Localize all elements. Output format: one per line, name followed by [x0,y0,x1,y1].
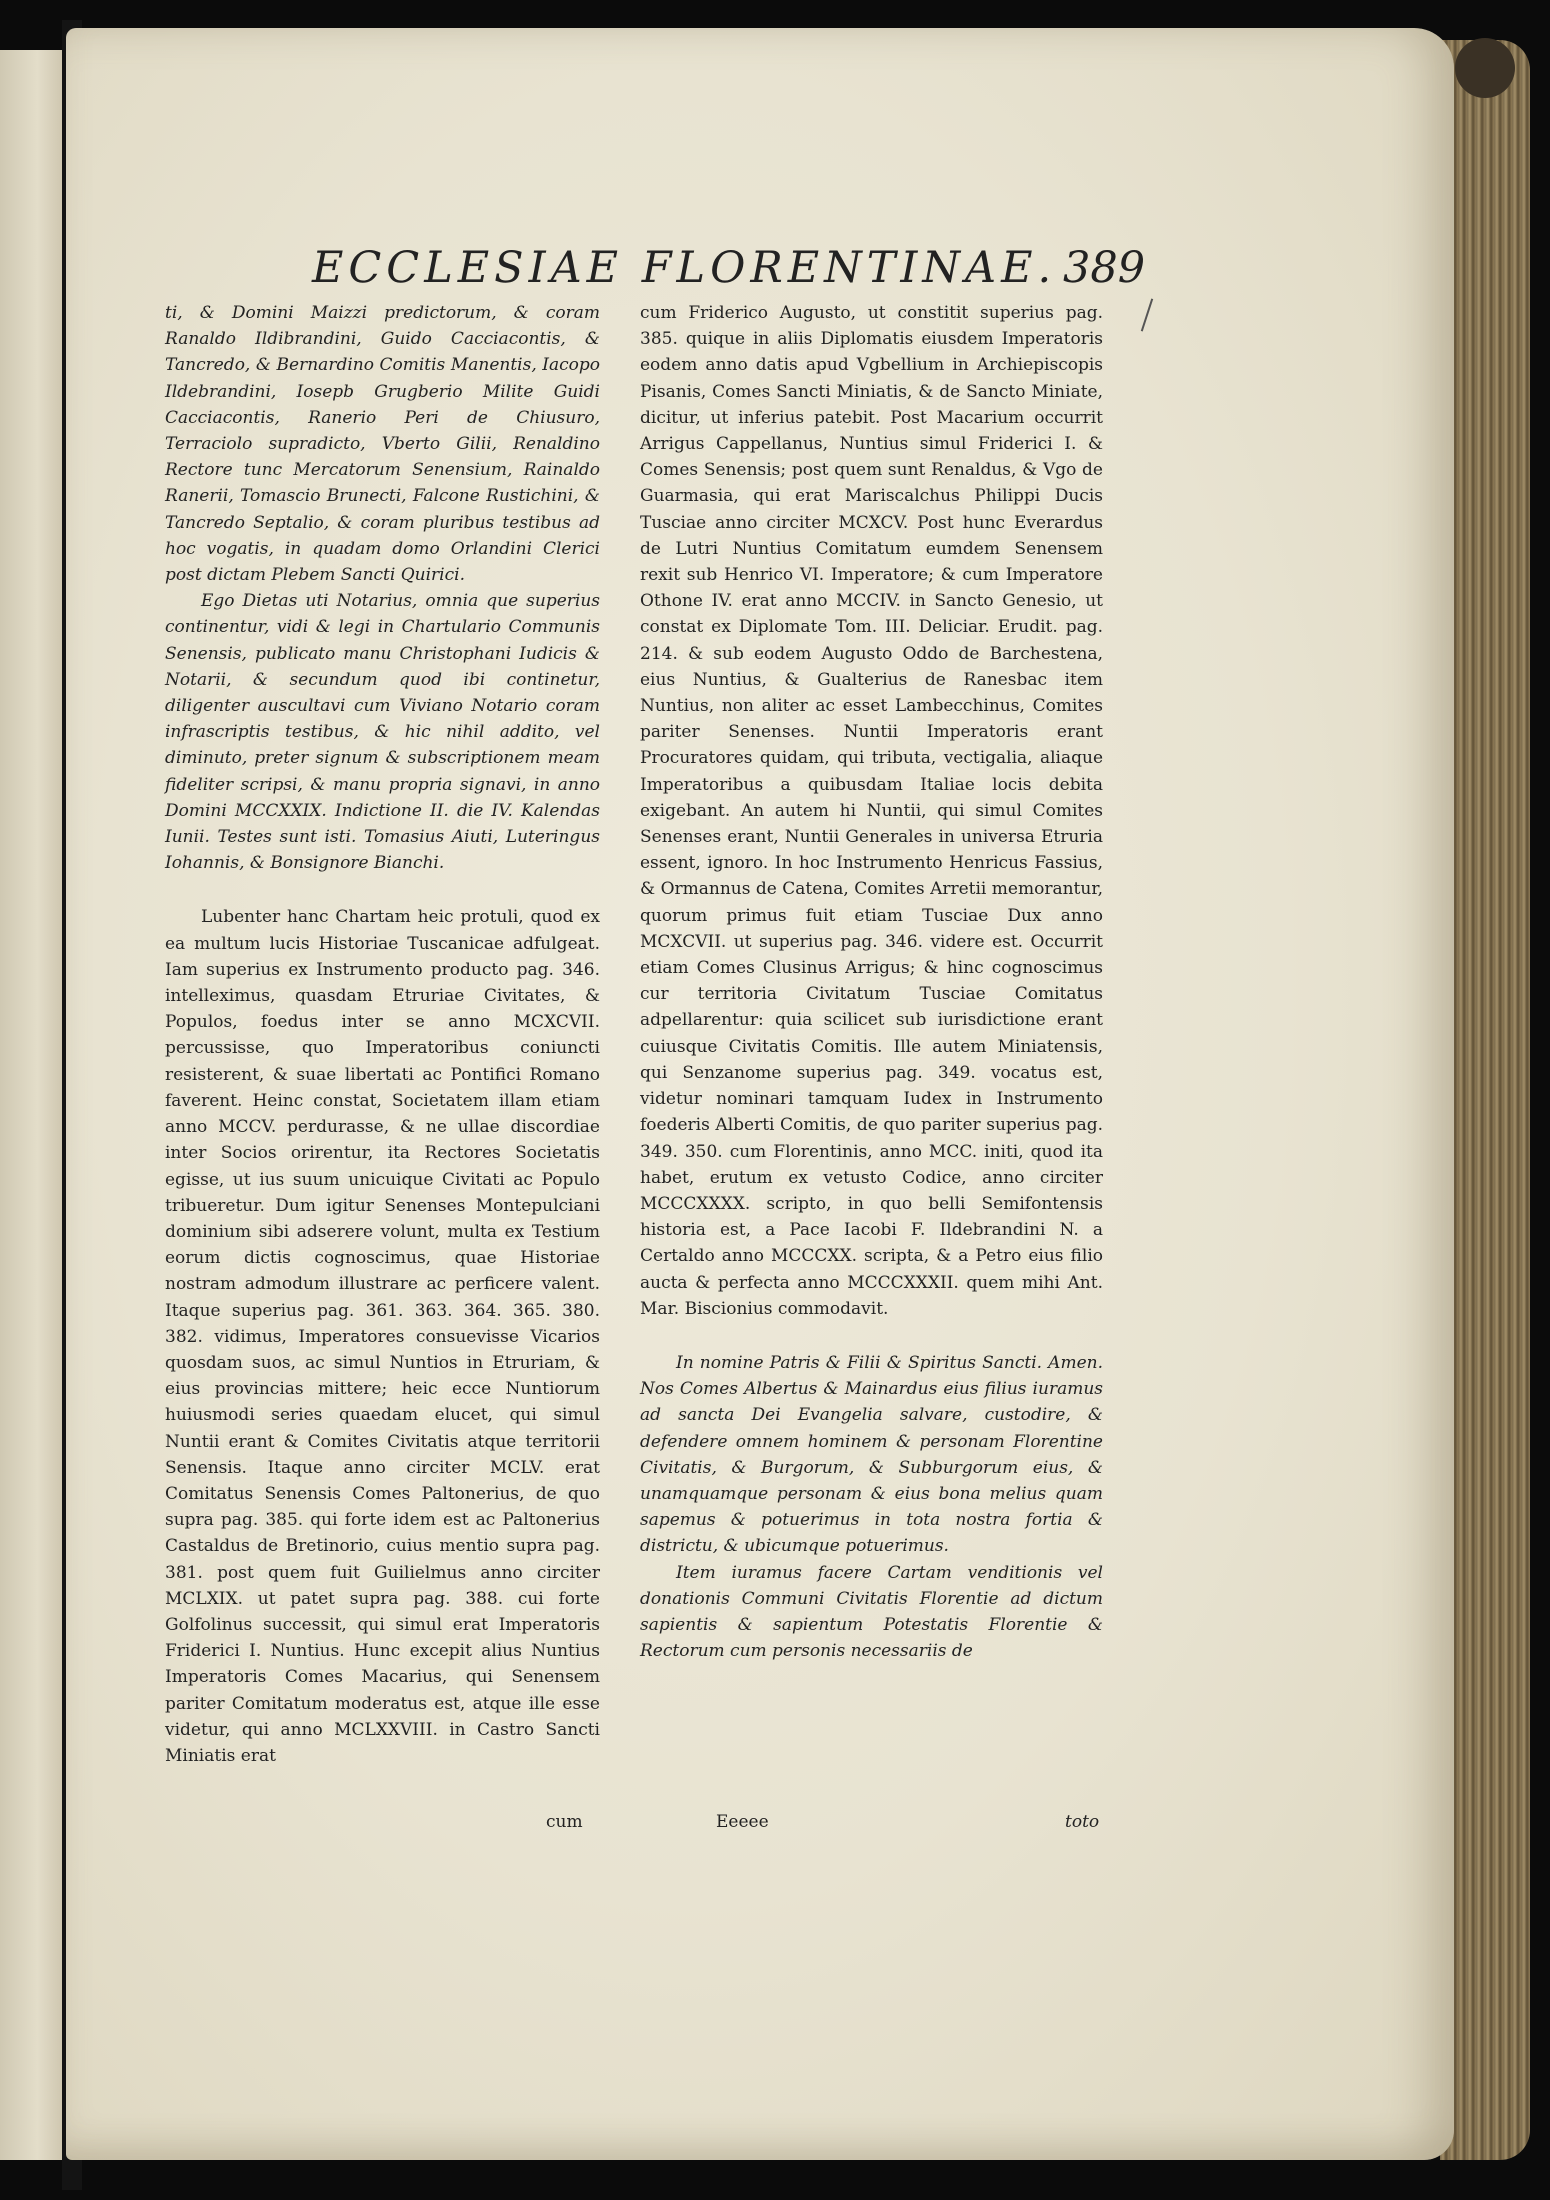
binding-corner [1455,38,1515,98]
oath-paragraph-2: Item iuramus facere Cartam venditionis vel donationis Communi Civitatis Florentie ad dictum sapientis & sapientum Potestatis Florentie & Rectorum cum personis necessariis de [640,1562,1103,1662]
notary-subscription: Ego Dietas uti Notarius, omnia que superius continentur, vidi & legi in Chartulario Communis Senensis, publicato manu Christophani Iudicis & Notarii, & secundum quod ibi continetur, diligenter auscultavi cum Viviano Notario coram infrascriptis testibus, & hic nihil addito, vel diminuto, preter signum & subscriptionem meam fideliter scripsi, & manu propria signavi, in anno Domini MCCXXIX. Indictione II. die IV. Kalendas Iunii. Testes sunt isti. Tomasius Aiuti, Luteringus Iohannis, & Bonsignore Bianchi. [165,591,600,874]
section-gap [165,876,600,904]
section-gap [640,1322,1103,1350]
signature-mark: Eeeee [716,1812,769,1832]
catchword-left: cum [546,1812,583,1832]
commentary-continuation: cum Friderico Augusto, ut constitit superius pag. 385. quique in aliis Diplomatis eiusdem Imperatoris eodem anno datis apud Vgbellium in Archiepiscopis Pisanis, Comes Sancti Miniatis, & de Sancto Miniate, dicitur, ut inferius patebit. Post Macarium occurrit Arrigus Cappellanus, Nuntius simul Friderici I. & Comes Senensis; post quem sunt Renaldus, & Vgo de Guarmasia, qui erat Mariscalchus Philippi Ducis Tusciae anno circiter MCXCV. Post hunc Everardus de Lutri Nuntius Comitatum eumdem Senensem rexit sub Henrico VI. Imperatore; & cum Imperatore Othone IV. erat anno MCCIV. in Sancto Genesio, ut constat ex Diplomate Tom. III. Deliciar. Erudit. pag. 214. & sub eodem Augusto Oddo de Barchestena, eius Nuntius, & Gualterius de Ranesbac item Nuntius, non aliter ac esset Lambecchinus, Comites pariter Senenses. Nuntii Imperatoris erant Procuratores quidam, qui tributa, vectigalia, aliaque Imperatoribus a quibusdam Italiae locis debita exigebant. An autem hi Nuntii, qui simul Comites Senenses erant, Nuntii Generales in universa Etruria essent, ignoro. In hoc Instrumento Henricus Fassius, & Ormannus de Catena, Comites Arretii memorantur, quorum primus fuit etiam Tusciae Dux anno MCXCVII. ut superius pag. 346. videre est. Occurrit etiam Comes Clusinus Arrigus; & hinc cognoscimus cur territoria Civitatum Tusciae Comitatus adpellarentur: quia scilicet sub iurisdictione erant cuiusque Civitatis Comitis. Ille autem Miniatensis, qui Senzanome superius pag. 349. vocatus est, videtur nominari tamquam Iudex in Instrumento foederis Alberti Comitis, de quo pariter superius pag. 349. 350. cum Florentinis, anno MCC. initi, quod ita habet, erutum ex vetusto Codice, anno circiter MCCCXXXX. scripto, in quo belli Semifontensis historia est, a Pace Iacobi F. Ildebrandini N. a Certaldo anno MCCCXX. scripta, & a Petro eius filio aucta & perfecta anno MCCCXXXII. quem mihi Ant. Mar. Biscionius commodavit. [640,303,1103,1319]
catchword-right: toto [1065,1812,1100,1832]
page-number: 389 [1063,243,1146,293]
left-column [165,300,600,1769]
facing-page-edge [0,50,64,2160]
commentary-paragraph: Lubenter hanc Chartam heic protuli, quod ex ea multum lucis Historiae Tuscanicae adfulgeat. Iam superius ex Instrumento producto pag. 346. intelleximus, quasdam Etruriae Civitates, & Populos, foedus inter se anno MCXCVII. percussisse, quo Imperatoribus coniuncti resisterent, & suae libertati ac Pontifici Romano faverent. Heinc constat, Societatem illam etiam anno MCCV. perdurasse, & ne ullae discordiae inter Socios orirentur, ita Rectores Societatis egisse, ut ius suum unicuique Civitati ac Populo tribueretur. Dum igitur Senenses Montepulciani dominium sibi adserere volunt, multa ex Testium eorum dictis cognoscimus, quae Historiae nostram admodum illustrare ac perficere valent. Itaque superius pag. 361. 363. 364. 365. 380. 382. vidimus, Imperatores consuevisse Vicarios quosdam suos, ac simul Nuntios in Etruriam, & eius provincias mittere; heic ecce Nuntiorum huiusmodi series quaedam elucet, qui simul Nuntii erant & Comites Civitatis atque territorii Senensis. Itaque anno circiter MCLV. erat Comitatus Senensis Comes Paltonerius, de quo supra pag. 385. qui forte idem est ac Paltonerius Castaldus de Bretinorio, cuius mentio supra pag. 381. post quem fuit Guilielmus anno circiter MCLXIX. ut patet supra pag. 388. cui forte Golfolinus successit, qui simul erat Imperatoris Friderici I. Nuntius. Hunc excepit alius Nuntius Imperatoris Comes Macarius, qui Senensem pariter Comitatum moderatus est, atque ille esse videtur, qui anno MCLXXVIII. in Castro Sancti Miniatis erat [165,907,600,1766]
charter-text: ti, & Domini Maizzi predictorum, & coram Ranaldo Ildibrandini, Guido Cacciacontis, & Tancredo, & Bernardino Comitis Manentis, Iacopo Ildebrandini, Iosepb Grugberio Milite Guidi Cacciacontis, Ranerio Peri de Chiusuro, Terraciolo supradicto, Vberto Gilii, Renaldino Rectore tunc Mercatorum Senensium, Rainaldo Ranerii, Tomascio Brunecti, Falcone Rustichini, & Tancredo Septalio, & coram pluribus testibus ad hoc vogatis, in quadam domo Orlandini Clerici post dictam Plebem Sancti Quirici. [165,303,600,586]
right-column [640,300,1103,1664]
running-title: ECCLESIAE FLORENTINAE. [312,243,1057,293]
oath-paragraph-1: In nomine Patris & Filii & Spiritus Sancti. Amen. Nos Comes Albertus & Mainardus eius filius iuramus ad sancta Dei Evangelia salvare, custodire, & defendere omnem hominem & personam Florentine Civitatis, & Burgorum, & Subburgorum eius, & unamquamque personam & eius bona melius quam sapemus & potuerimus in tota nostra fortia & districtu, & ubicumque potuerimus. [640,1352,1103,1557]
